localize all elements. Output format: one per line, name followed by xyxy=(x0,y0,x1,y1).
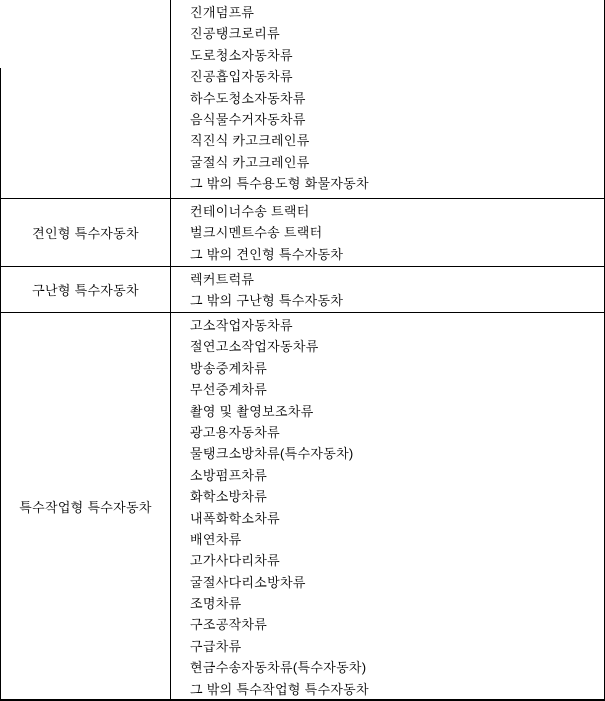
vehicle-type-item: 그 밖의 특수용도형 화물자동차 xyxy=(190,176,369,192)
table-row xyxy=(0,199,605,266)
vehicle-type-item: 그 밖의 구난형 특수자동차 xyxy=(190,293,344,309)
category-label: 구난형 특수자동차 xyxy=(32,283,139,298)
vehicle-type-item: 촬영 및 촬영보조차류 xyxy=(190,403,314,419)
table-row xyxy=(0,0,605,198)
vehicle-type-item: 굴절식 카고크레인류 xyxy=(190,154,310,170)
vehicle-type-item: 직진식 카고크레인류 xyxy=(190,133,310,149)
vehicle-type-item: 무선중계차류 xyxy=(190,382,268,398)
vehicle-type-item: 도로청소자동차류 xyxy=(190,47,293,63)
vehicle-type-item: 컨테이너수송 트랙터 xyxy=(190,204,310,219)
table-row xyxy=(0,313,605,699)
items-cell xyxy=(171,0,605,198)
vehicle-type-item: 진개덤프류 xyxy=(190,5,255,20)
vehicle-type-item: 음식물수거자동차류 xyxy=(190,111,306,127)
category-cell xyxy=(0,267,171,312)
vehicle-type-item: 조명차류 xyxy=(190,596,242,612)
items-cell xyxy=(171,199,605,266)
vehicle-type-item: 광고용자동차류 xyxy=(190,424,281,440)
category-label: 견인형 특수자동차 xyxy=(32,226,139,241)
vehicle-type-item: 고가사다리차류 xyxy=(190,553,281,569)
vehicle-type-item: 구급차류 xyxy=(190,638,242,654)
table-row xyxy=(0,267,605,312)
vehicle-type-item: 현금수송자동차류(특수자동차) xyxy=(190,660,367,676)
vehicle-type-item: 그 밖의 견인형 특수자동차 xyxy=(190,246,344,262)
vehicle-type-item: 절연고소작업자동차류 xyxy=(190,339,319,355)
vehicle-type-item: 진공흡입자동차류 xyxy=(190,69,293,85)
vehicle-type-item: 고소작업자동차류 xyxy=(190,318,293,333)
vehicle-type-item: 화학소방차류 xyxy=(190,489,268,505)
items-cell xyxy=(171,313,605,699)
vehicle-type-item: 굴절사다리소방차류 xyxy=(190,574,306,590)
vehicle-type-item: 배연차류 xyxy=(190,531,242,547)
vehicle-type-item: 진공탱크로리류 xyxy=(190,26,281,42)
category-label: 특수작업형 특수자동차 xyxy=(19,499,152,515)
items-cell xyxy=(171,267,605,312)
vehicle-type-item: 방송중계차류 xyxy=(190,360,268,376)
category-cell xyxy=(0,313,171,699)
vehicle-type-item: 물탱크소방차류(특수자동차) xyxy=(190,446,354,462)
vehicle-type-item: 소방펌프차류 xyxy=(190,467,268,483)
vehicle-type-item: 내폭화학소차류 xyxy=(190,510,281,526)
category-cell xyxy=(0,199,171,266)
vehicle-type-item: 벌크시멘트수송 트랙터 xyxy=(190,225,323,241)
vehicle-type-item: 렉커트럭류 xyxy=(190,272,255,287)
vehicle-type-item: 구조공작차류 xyxy=(190,617,268,633)
vehicle-type-item: 그 밖의 특수작업형 특수자동차 xyxy=(190,681,369,697)
vehicle-type-item: 하수도청소자동차류 xyxy=(190,90,306,106)
category-cell xyxy=(0,0,171,198)
